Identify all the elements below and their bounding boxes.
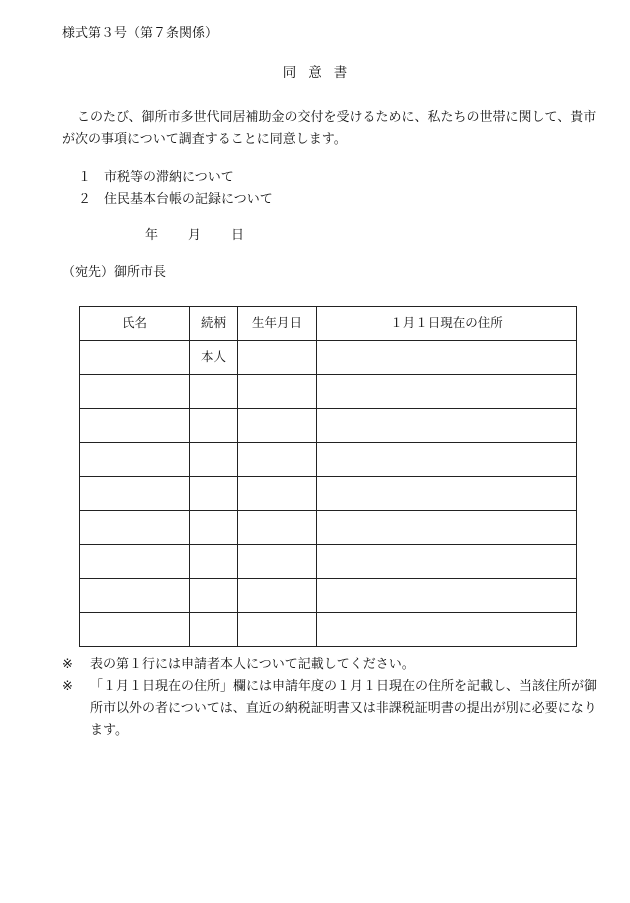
cell-birthdate[interactable]: [238, 511, 317, 545]
cell-relationship[interactable]: [190, 409, 238, 443]
cell-relationship[interactable]: [190, 375, 238, 409]
cell-address[interactable]: [317, 477, 577, 511]
note-text: 表の第１行には申請者本人について記載してください。: [90, 657, 415, 672]
table-row: [80, 613, 577, 647]
note-mark: ※: [62, 657, 73, 672]
item-text: 市税等の滞納について: [104, 170, 234, 185]
cell-birthdate[interactable]: [238, 579, 317, 613]
header-relationship: 続柄: [190, 307, 238, 341]
header-name: 氏名: [80, 307, 190, 341]
cell-relationship[interactable]: [190, 511, 238, 545]
addressee: （宛先）御所市長: [62, 265, 167, 280]
cell-relationship[interactable]: [190, 545, 238, 579]
intro-text: このたび、御所市多世代同居補助金の交付を受けるために、私たちの世帯に関して、貴市が次の事項について調査することに同意します。: [62, 110, 597, 147]
cell-address[interactable]: [317, 511, 577, 545]
note-item: [62, 676, 602, 742]
cell-relationship[interactable]: [190, 443, 238, 477]
date-line: [145, 229, 244, 242]
cell-birthdate[interactable]: [238, 545, 317, 579]
cell-address[interactable]: [317, 613, 577, 647]
table-row: [80, 341, 577, 375]
cell-birthdate[interactable]: [238, 375, 317, 409]
date-day-label: 日: [231, 228, 245, 243]
cell-relationship[interactable]: 本人: [190, 341, 238, 375]
table-row: [80, 477, 577, 511]
cell-birthdate[interactable]: [238, 477, 317, 511]
table-header-row: [80, 307, 577, 341]
note-mark: ※: [62, 679, 73, 694]
cell-address[interactable]: [317, 341, 577, 375]
cell-address[interactable]: [317, 443, 577, 477]
table-row: [80, 545, 577, 579]
cell-address[interactable]: [317, 579, 577, 613]
table-row: [80, 511, 577, 545]
consent-items-list: [78, 167, 273, 211]
table-row: [80, 409, 577, 443]
item-number: ２: [78, 192, 92, 207]
household-members-table: [79, 306, 577, 647]
intro-paragraph: [62, 107, 602, 151]
notes: [62, 654, 602, 742]
note-item: [62, 654, 602, 676]
cell-relationship[interactable]: [190, 579, 238, 613]
cell-name[interactable]: [80, 409, 190, 443]
table-row: [80, 443, 577, 477]
date-year-label: 年: [145, 228, 159, 243]
note-text: 「１月１日現在の住所」欄には申請年度の１月１日現在の住所を記載し、当該住所が御所市以外の者については、直近の納税証明書又は非課税証明書の提出が別に必要になります。: [90, 679, 598, 738]
header-address: １月１日現在の住所: [317, 307, 577, 341]
cell-name[interactable]: [80, 443, 190, 477]
cell-address[interactable]: [317, 375, 577, 409]
cell-birthdate[interactable]: [238, 443, 317, 477]
cell-birthdate[interactable]: [238, 613, 317, 647]
cell-address[interactable]: [317, 409, 577, 443]
cell-relationship[interactable]: [190, 477, 238, 511]
cell-address[interactable]: [317, 545, 577, 579]
cell-name[interactable]: [80, 545, 190, 579]
cell-name[interactable]: [80, 511, 190, 545]
cell-name[interactable]: [80, 579, 190, 613]
cell-name[interactable]: [80, 477, 190, 511]
item-text: 住民基本台帳の記録について: [104, 192, 273, 207]
list-item: [78, 167, 273, 189]
list-item: [78, 189, 273, 211]
cell-relationship[interactable]: [190, 613, 238, 647]
cell-name[interactable]: [80, 613, 190, 647]
form-number: 様式第３号（第７条関係）: [62, 26, 219, 41]
date-month-label: 月: [188, 228, 202, 243]
table-row: [80, 375, 577, 409]
cell-birthdate[interactable]: [238, 409, 317, 443]
table-row: [80, 579, 577, 613]
cell-name[interactable]: [80, 341, 190, 375]
header-birthdate: 生年月日: [238, 307, 317, 341]
cell-birthdate[interactable]: [238, 341, 317, 375]
page-title: 同意書: [282, 65, 360, 81]
item-number: １: [78, 170, 92, 185]
cell-name[interactable]: [80, 375, 190, 409]
